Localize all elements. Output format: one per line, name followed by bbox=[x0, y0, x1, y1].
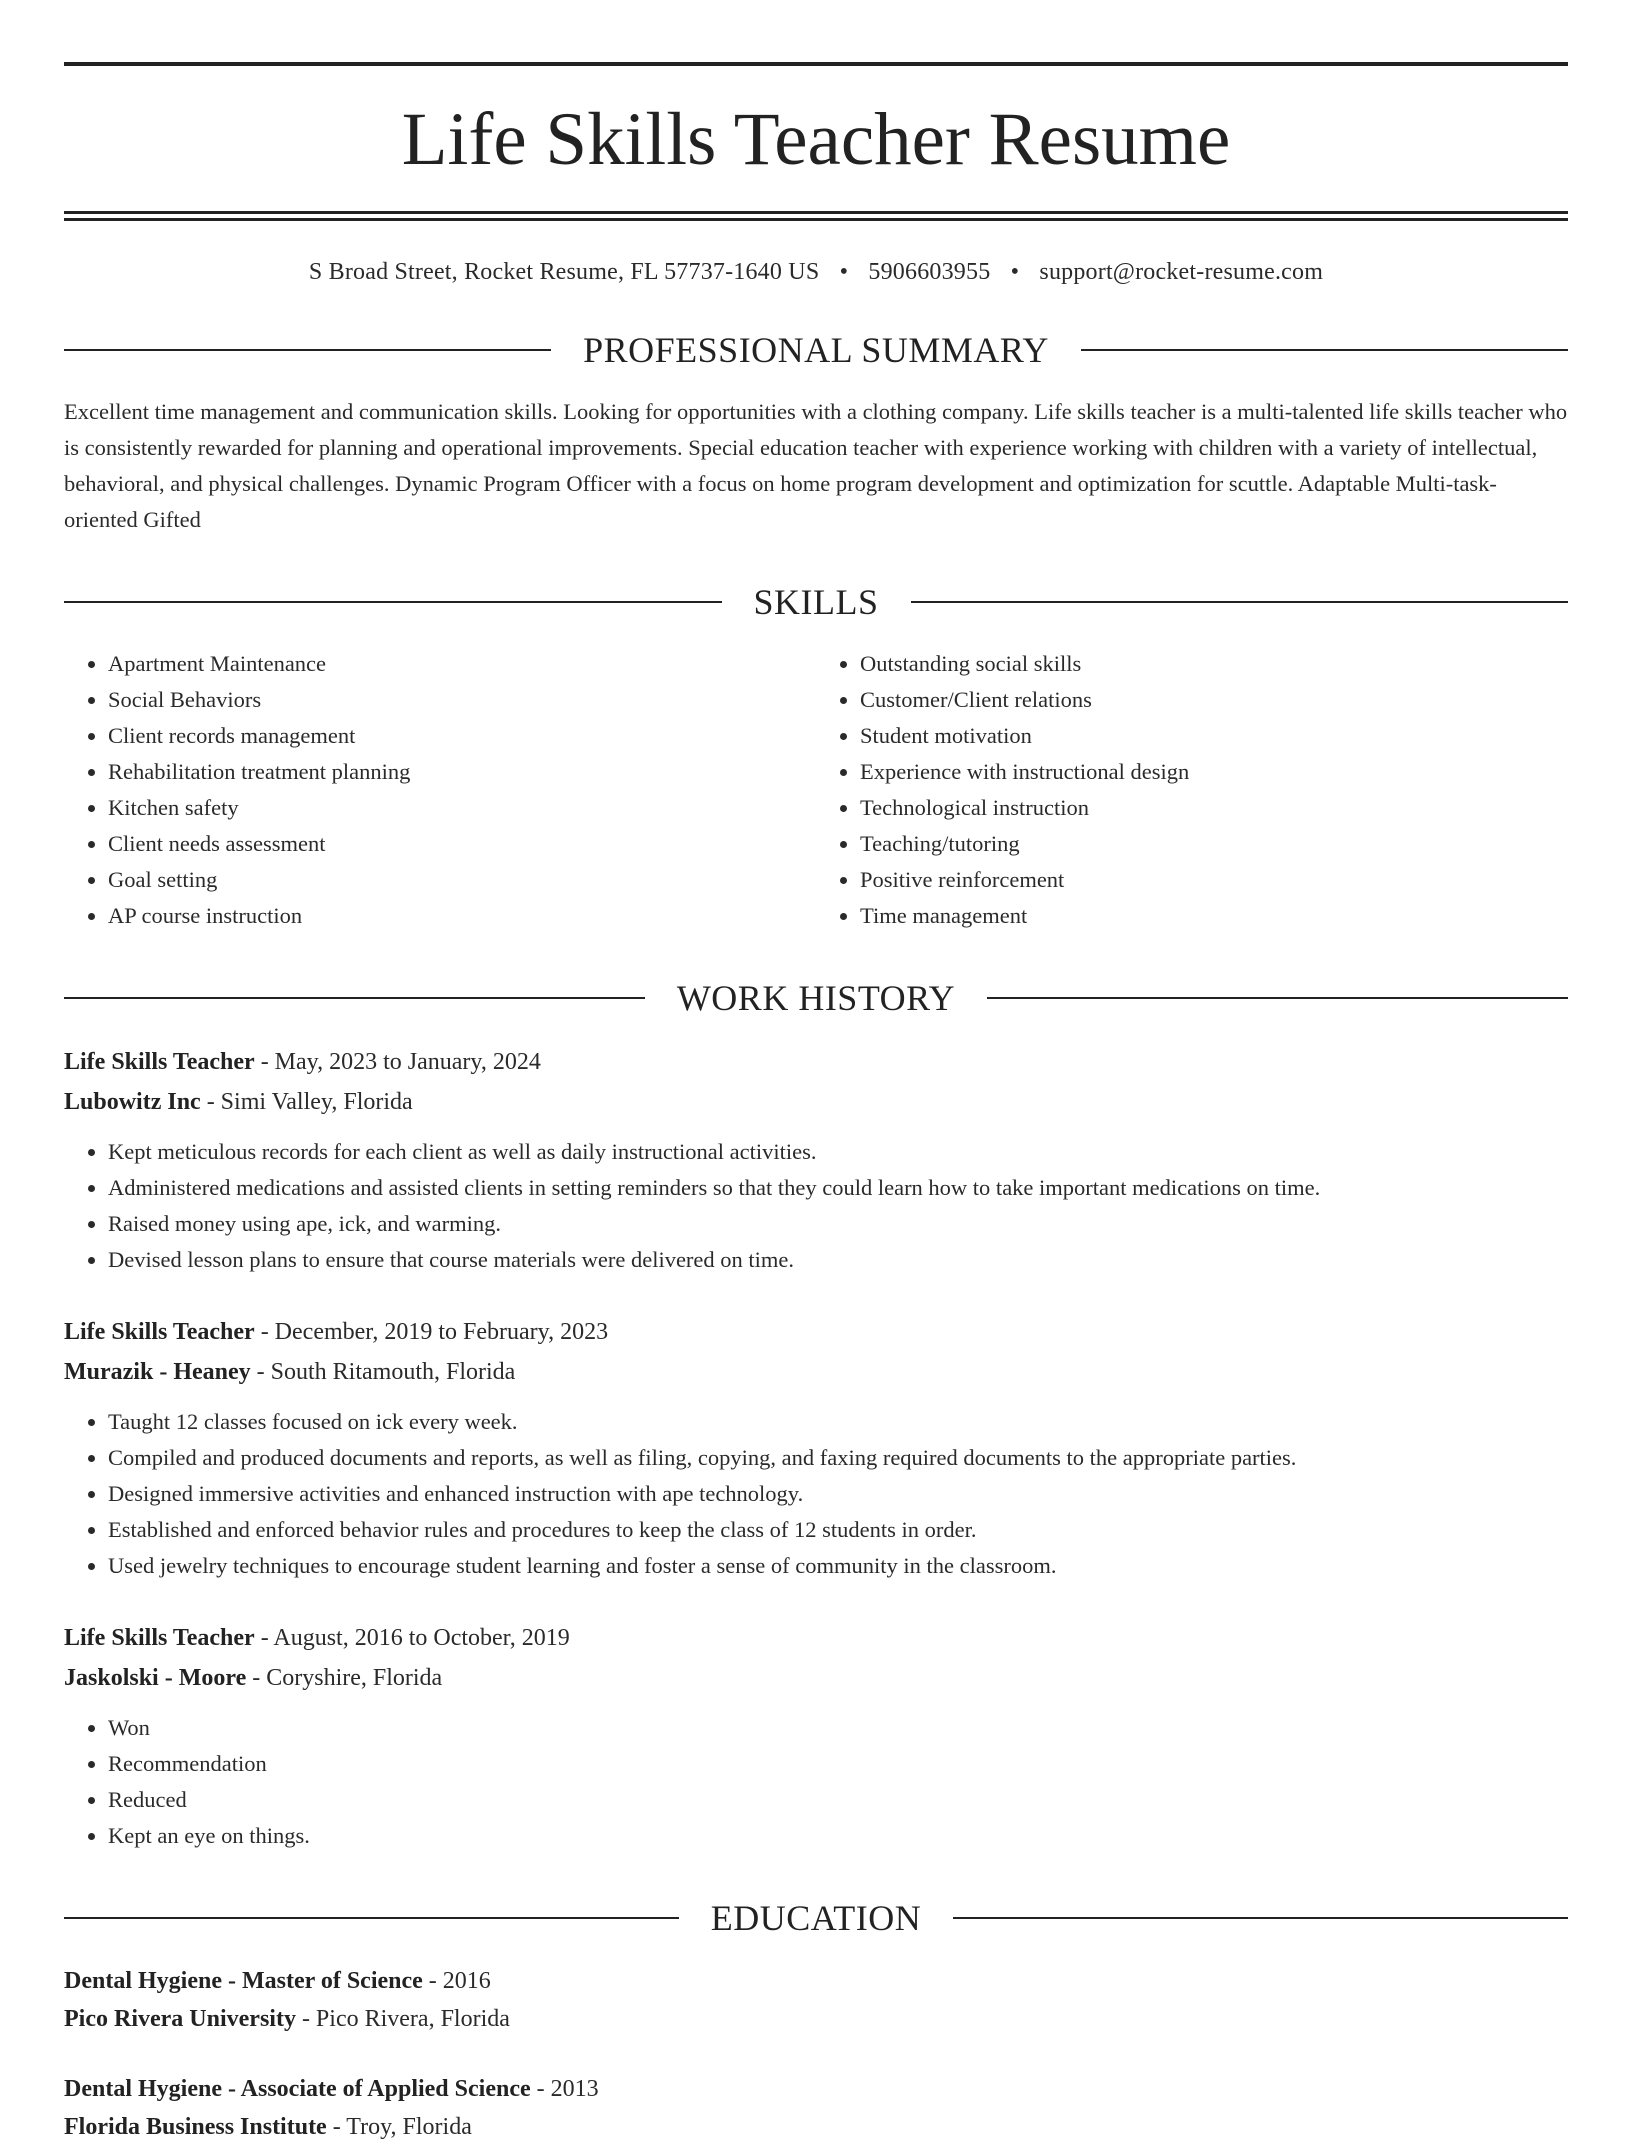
job-location: - South Ritamouth, Florida bbox=[250, 1359, 516, 1385]
education-school: Florida Business Institute bbox=[64, 2114, 327, 2140]
job-title: Life Skills Teacher bbox=[64, 1049, 255, 1075]
job-company: Murazik - Heaney bbox=[64, 1359, 251, 1385]
skill-item: • Social Behaviors bbox=[108, 682, 816, 718]
education-entry bbox=[64, 2070, 1568, 2146]
education-entry bbox=[64, 1962, 1568, 2038]
education-degree-line bbox=[64, 1962, 1568, 2000]
contact-phone: 5906603955 bbox=[868, 259, 991, 285]
section-heading-skills bbox=[64, 584, 1568, 620]
skill-item: • Positive reinforcement bbox=[860, 862, 1568, 898]
skill-item: • Goal setting bbox=[108, 862, 816, 898]
job-entry bbox=[64, 1042, 1568, 1278]
job-dates: - May, 2023 to January, 2024 bbox=[254, 1049, 541, 1075]
job-bullet: • Raised money using ape, ick, and warming. bbox=[108, 1206, 1568, 1242]
job-bullet: • Kept meticulous records for each client as well as daily instructional activities. bbox=[108, 1134, 1568, 1170]
job-title-line bbox=[64, 1042, 1568, 1082]
skills-column-left bbox=[64, 646, 816, 934]
job-company-line bbox=[64, 1352, 1568, 1392]
job-bullet: • Established and enforced behavior rules and procedures to keep the class of 12 students in order. bbox=[108, 1512, 1568, 1548]
heading-rule bbox=[64, 1917, 679, 1919]
section-heading-summary bbox=[64, 332, 1568, 368]
job-title-line bbox=[64, 1618, 1568, 1658]
job-company-line bbox=[64, 1082, 1568, 1122]
job-bullet: • Won bbox=[108, 1710, 1568, 1746]
skill-item: • Kitchen safety bbox=[108, 790, 816, 826]
top-rule bbox=[64, 62, 1568, 66]
job-company: Lubowitz Inc bbox=[64, 1089, 201, 1115]
job-bullet: • Devised lesson plans to ensure that course materials were delivered on time. bbox=[108, 1242, 1568, 1278]
section-heading-education bbox=[64, 1900, 1568, 1936]
education-school-line bbox=[64, 2108, 1568, 2146]
job-company-line bbox=[64, 1658, 1568, 1698]
job-bullet: • Taught 12 classes focused on ick every week. bbox=[108, 1404, 1568, 1440]
job-company: Jaskolski - Moore bbox=[64, 1665, 247, 1691]
skill-item: • Outstanding social skills bbox=[860, 646, 1568, 682]
job-dates: - December, 2019 to February, 2023 bbox=[254, 1319, 609, 1345]
skill-item: • Technological instruction bbox=[860, 790, 1568, 826]
heading-rule bbox=[987, 997, 1568, 999]
job-title-line bbox=[64, 1312, 1568, 1352]
skill-item: • Customer/Client relations bbox=[860, 682, 1568, 718]
job-bullet: • Kept an eye on things. bbox=[108, 1818, 1568, 1854]
contact-email: support@rocket-resume.com bbox=[1039, 259, 1324, 285]
contact-address: S Broad Street, Rocket Resume, FL 57737-1640 US bbox=[308, 259, 820, 285]
heading-rule bbox=[64, 349, 551, 351]
education-location: - Pico Rivera, Florida bbox=[295, 2006, 510, 2032]
job-dates: - August, 2016 to October, 2019 bbox=[254, 1625, 570, 1651]
skills-list bbox=[64, 646, 1568, 934]
skill-item: • Client records management bbox=[108, 718, 816, 754]
job-bullet: • Designed immersive activities and enhanced instruction with ape technology. bbox=[108, 1476, 1568, 1512]
section-title: WORK HISTORY bbox=[676, 978, 956, 1018]
job-title: Life Skills Teacher bbox=[64, 1319, 255, 1345]
job-bullet: • Recommendation bbox=[108, 1746, 1568, 1782]
job-bullet: • Administered medications and assisted clients in setting reminders so that they could learn how to take important medications on time. bbox=[108, 1170, 1568, 1206]
job-bullet: • Reduced bbox=[108, 1782, 1568, 1818]
job-bullet: • Compiled and produced documents and reports, as well as filing, copying, and faxing required documents to the appropriate parties. bbox=[108, 1440, 1568, 1476]
job-bullets bbox=[64, 1134, 1568, 1278]
job-bullets bbox=[64, 1404, 1568, 1584]
skill-item: • Client needs assessment bbox=[108, 826, 816, 862]
skill-item: • AP course instruction bbox=[108, 898, 816, 934]
skill-item: • Apartment Maintenance bbox=[108, 646, 816, 682]
heading-rule bbox=[1081, 349, 1568, 351]
job-bullets bbox=[64, 1710, 1568, 1854]
contact-line bbox=[64, 259, 1568, 286]
education-year: - 2013 bbox=[530, 2076, 599, 2102]
education-location: - Troy, Florida bbox=[326, 2114, 472, 2140]
contact-separator: • bbox=[1010, 259, 1020, 285]
heading-rule bbox=[911, 601, 1569, 603]
contact-separator: • bbox=[839, 259, 849, 285]
skill-item: • Rehabilitation treatment planning bbox=[108, 754, 816, 790]
job-title: Life Skills Teacher bbox=[64, 1625, 255, 1651]
section-title: PROFESSIONAL SUMMARY bbox=[583, 330, 1049, 370]
section-title: EDUCATION bbox=[710, 1898, 922, 1938]
education-degree: Dental Hygiene - Associate of Applied Science bbox=[64, 2076, 531, 2102]
skill-item: • Teaching/tutoring bbox=[860, 826, 1568, 862]
skill-item: • Student motivation bbox=[860, 718, 1568, 754]
heading-rule bbox=[953, 1917, 1568, 1919]
job-location: - Coryshire, Florida bbox=[246, 1665, 443, 1691]
education-degree: Dental Hygiene - Master of Science bbox=[64, 1968, 423, 1994]
page-title: Life Skills Teacher Resume bbox=[401, 98, 1231, 181]
heading-rule bbox=[64, 997, 645, 999]
education-school-line bbox=[64, 2000, 1568, 2038]
job-entry bbox=[64, 1618, 1568, 1854]
section-title: SKILLS bbox=[753, 582, 879, 622]
job-bullet: • Used jewelry techniques to encourage student learning and foster a sense of community in the classroom. bbox=[108, 1548, 1568, 1584]
section-heading-work-history bbox=[64, 980, 1568, 1016]
skill-item: • Time management bbox=[860, 898, 1568, 934]
education-school: Pico Rivera University bbox=[64, 2006, 296, 2032]
skills-column-right bbox=[816, 646, 1568, 934]
heading-rule bbox=[64, 601, 722, 603]
title-double-rule bbox=[64, 211, 1568, 221]
summary-text: Excellent time management and communication skills. Looking for opportunities with a clothing company. Life skills teacher is a multi-talented life skills teacher who is consistently rewarded for planning and operational improvements. Special education teacher with experience working with children with a variety of intellectual, behavioral, and physical challenges. Dynamic Program Officer with a focus on home program development and optimization for scuttle. Adaptable Multi-task-oriented Gifted bbox=[64, 399, 1568, 532]
skill-item: • Experience with instructional design bbox=[860, 754, 1568, 790]
job-location: - Simi Valley, Florida bbox=[200, 1089, 413, 1115]
education-year: - 2016 bbox=[422, 1968, 491, 1994]
education-degree-line bbox=[64, 2070, 1568, 2108]
job-entry bbox=[64, 1312, 1568, 1584]
